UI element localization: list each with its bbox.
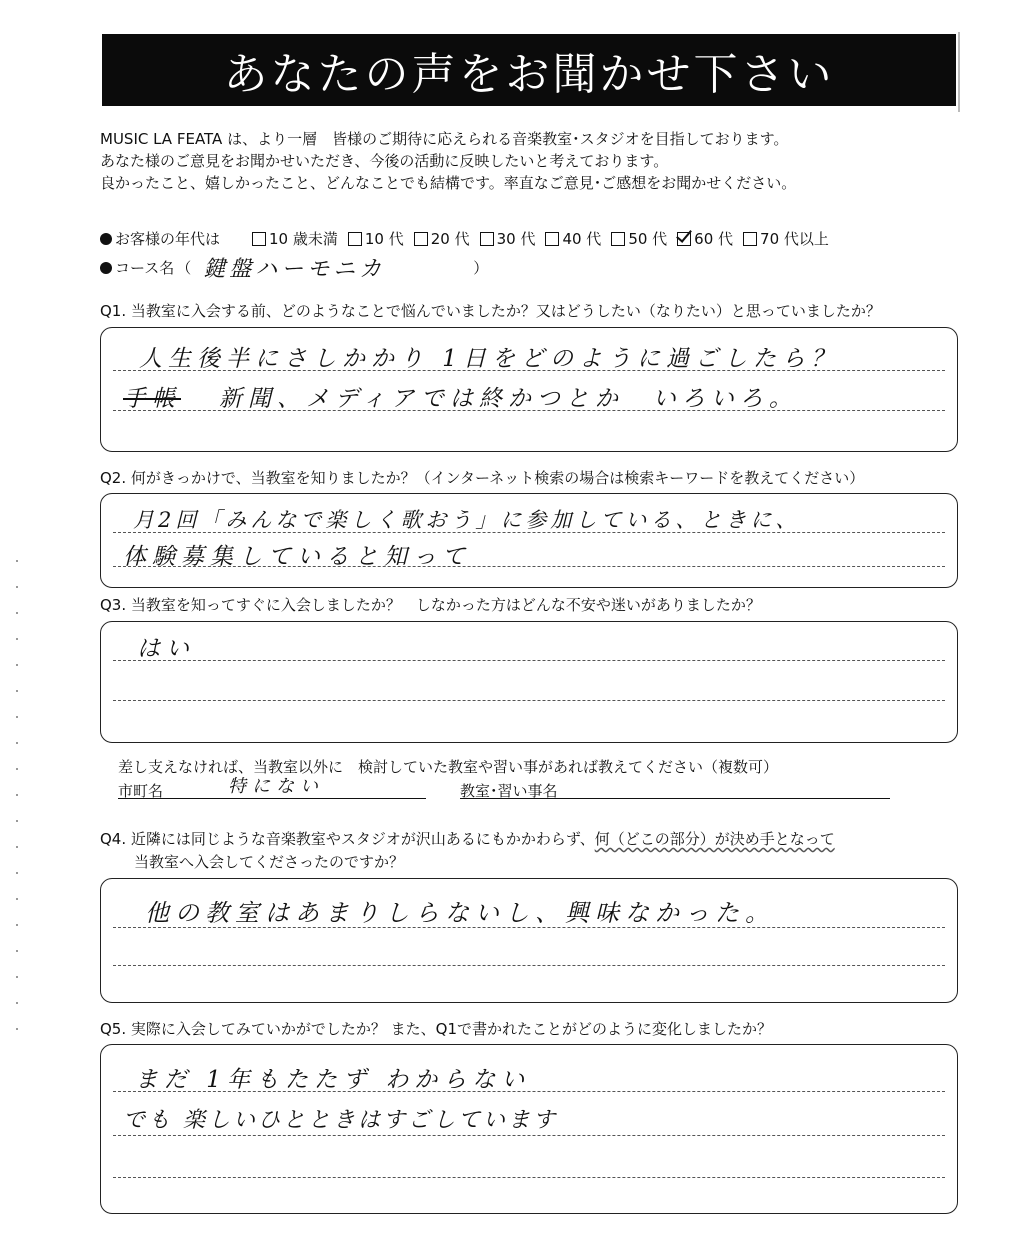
q2-answer-box[interactable] bbox=[100, 493, 958, 588]
q3-answer-line: はい bbox=[137, 636, 195, 662]
intro-line: あなた様のご意見をお聞かせいただき、今後の活動に反映したいと考えております。 bbox=[100, 152, 669, 170]
answer-rule bbox=[113, 1177, 945, 1178]
city-label: 市町名 bbox=[118, 782, 164, 800]
q1-answer-box[interactable] bbox=[100, 327, 958, 452]
bullet-icon bbox=[100, 262, 112, 274]
q5-question: Q5. 実際に入会してみていかがでしたか？ また、Q1で書かれたことがどのように変化しましたか？ bbox=[100, 1020, 773, 1038]
age-option-under10[interactable]: 10 歳未満 bbox=[252, 228, 338, 249]
other-schools-prompt: 差し支えなければ、当教室以外に 検討していた教室や習い事があれば教えてください（複数可） bbox=[118, 758, 779, 776]
city-underline bbox=[118, 798, 426, 799]
age-option-70plus[interactable]: 70 代以上 bbox=[743, 228, 829, 249]
checkbox-icon[interactable] bbox=[348, 232, 362, 246]
q1-question: Q1. 当教室に入会する前、どのようなことで悩んでいましたか？又はどうしたい（なりたい）と思っていましたか？ bbox=[100, 302, 881, 320]
age-option-30s[interactable]: 30 代 bbox=[480, 228, 536, 249]
age-option-10s[interactable]: 10 代 bbox=[348, 228, 404, 249]
bullet-icon bbox=[100, 233, 112, 245]
checkbox-icon[interactable] bbox=[414, 232, 428, 246]
course-row bbox=[100, 252, 488, 283]
intro-line: 良かったこと、嬉しかったこと、どんなことでも結構です。率直なご意見･ご感想をお聞かせください。 bbox=[100, 174, 797, 192]
course-paren-close: ） bbox=[473, 259, 489, 277]
checkbox-icon[interactable] bbox=[743, 232, 757, 246]
intro-line: MUSIC LA FEATA は、より一層 皆様のご期待に応えられる音楽教室･スタジオを目指しております。 bbox=[100, 130, 789, 148]
age-option-20s[interactable]: 20 代 bbox=[414, 228, 470, 249]
answer-rule bbox=[113, 700, 945, 701]
q4-question bbox=[100, 828, 835, 849]
school-label: 教室･習い事名 bbox=[460, 782, 558, 800]
checkbox-icon[interactable] bbox=[545, 232, 559, 246]
answer-rule bbox=[113, 660, 945, 661]
age-option-60s[interactable]: 60 代 bbox=[677, 228, 733, 249]
course-value[interactable]: 鍵盤ハーモニカ bbox=[203, 257, 386, 282]
age-label: お客様の年代は bbox=[115, 230, 221, 248]
age-option-50s[interactable]: 50 代 bbox=[611, 228, 667, 249]
q3-answer-box[interactable] bbox=[100, 621, 958, 743]
city-value[interactable]: 特にない bbox=[228, 776, 324, 797]
q4-question-line2: 当教室へ入会してくださったのですか？ bbox=[134, 853, 405, 871]
q5-answer-line: でも 楽しいひとときはすごしています bbox=[123, 1108, 558, 1133]
intro-text bbox=[100, 128, 796, 194]
q1-struck-text: 手帳 bbox=[123, 386, 181, 412]
q4-question-text: Q4. 近隣には同じような音楽教室やスタジオが沢山あるにもかかわらず、 bbox=[100, 830, 595, 848]
q1-answer-line: 新聞、メディアでは終かつとか いろいろ。 bbox=[219, 386, 798, 412]
title-frame-edge bbox=[958, 32, 960, 112]
title-banner bbox=[102, 34, 956, 106]
checkbox-icon[interactable] bbox=[611, 232, 625, 246]
q3-question: Q3. 当教室を知ってすぐに入会しましたか？ しなかった方はどんな不安や迷いがありましたか？ bbox=[100, 596, 761, 614]
checkbox-icon[interactable] bbox=[252, 232, 266, 246]
q1-answer-line: 人生後半にさしかかり 1日をどのように過ごしたら？ bbox=[139, 346, 840, 372]
q5-answer-line: まだ 1年もたたず わからない bbox=[135, 1067, 531, 1093]
margin-dots bbox=[16, 560, 18, 1040]
q5-answer-box[interactable] bbox=[100, 1044, 958, 1214]
q4-question-emphasis: 何（どこの部分）が決め手となって bbox=[594, 830, 835, 848]
checkbox-icon[interactable] bbox=[480, 232, 494, 246]
answer-rule bbox=[113, 1135, 945, 1136]
course-label: コース名 bbox=[115, 259, 175, 277]
page-title: あなたの声をお聞かせ下さい bbox=[223, 49, 835, 100]
q2-question: Q2. 何がきっかけで、当教室を知りましたか？（インターネット検索の場合は検索キーワードを教えてください） bbox=[100, 469, 865, 487]
q4-answer-box[interactable] bbox=[100, 878, 958, 1003]
course-paren-open: （ bbox=[176, 259, 192, 277]
age-option-40s[interactable]: 40 代 bbox=[545, 228, 601, 249]
q2-answer-line: 月2回「みんなで楽しく歌おう」に参加している、ときに、 bbox=[133, 508, 801, 532]
school-underline bbox=[460, 798, 890, 799]
age-row bbox=[100, 228, 829, 249]
checkbox-checked-icon[interactable] bbox=[677, 232, 691, 246]
answer-rule bbox=[113, 965, 945, 966]
q4-answer-line: 他の教室はあまりしらないし、興味なかった。 bbox=[145, 899, 775, 927]
q2-answer-line: 体験募集していると知って bbox=[123, 544, 471, 570]
